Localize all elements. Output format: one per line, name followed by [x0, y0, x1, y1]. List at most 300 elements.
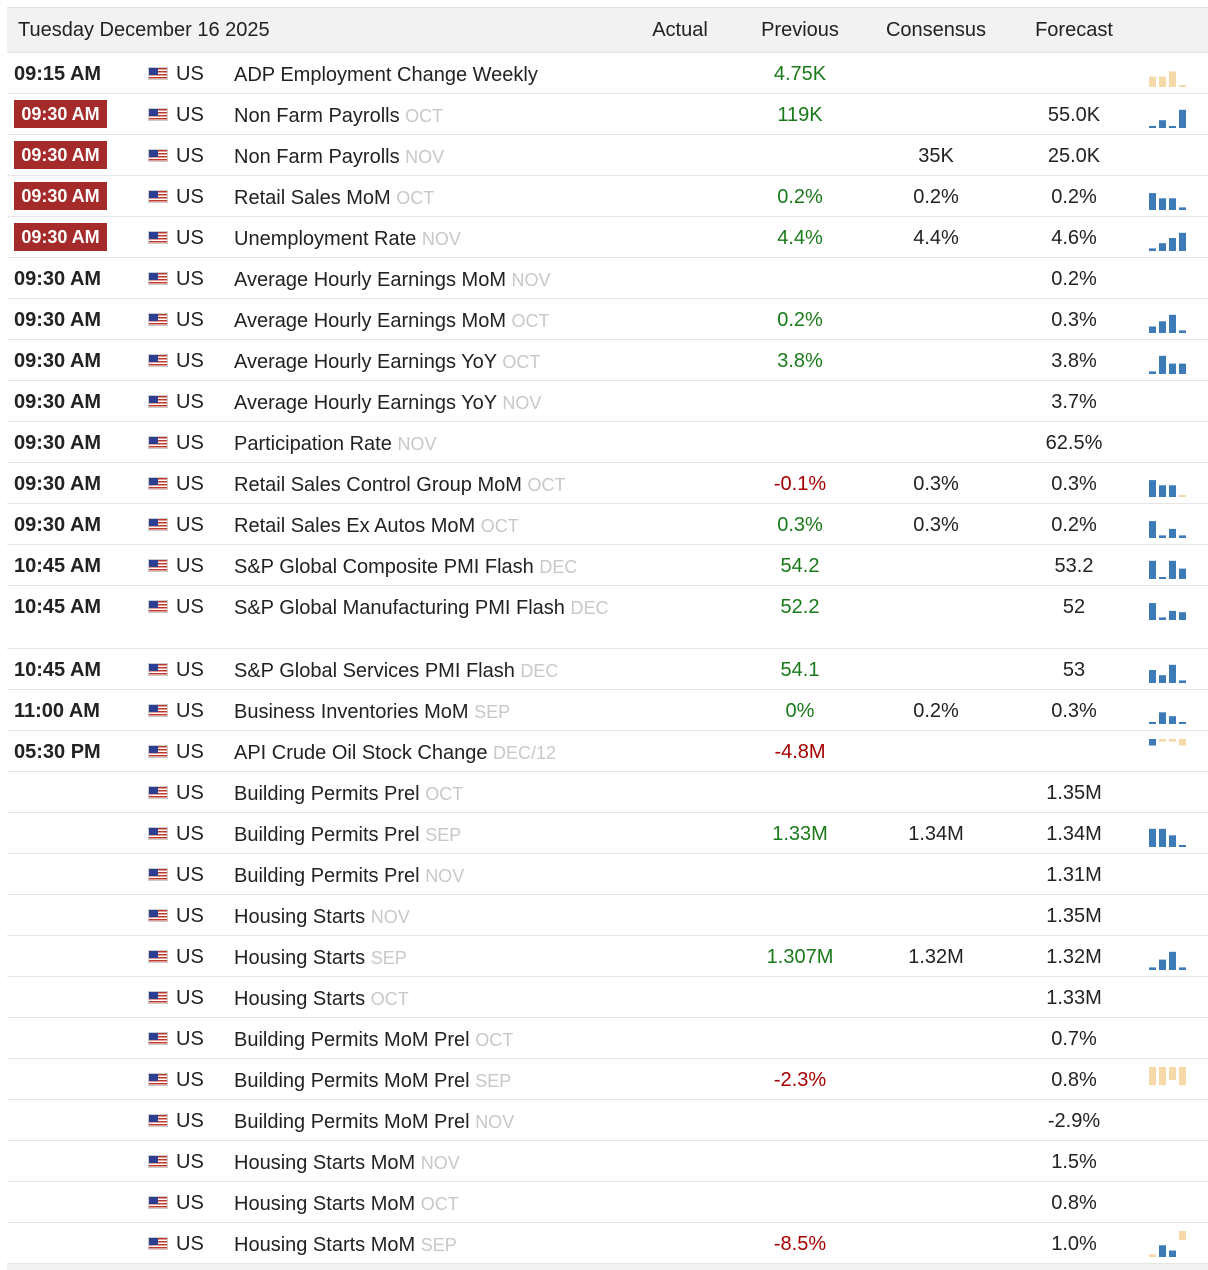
sparkline-bar: [1169, 315, 1176, 333]
sparkline-bar: [1159, 1245, 1166, 1257]
sparkline-bar: [1149, 1254, 1156, 1257]
sparkline-bar: [1159, 617, 1166, 620]
event-name: Building Permits MoM Prel: [234, 1029, 470, 1051]
event-name-link[interactable]: [234, 268, 614, 292]
sparkline-bar: [1169, 952, 1176, 970]
event-name-link[interactable]: [234, 741, 614, 765]
us-flag-icon: [148, 395, 168, 408]
event-country: US: [176, 659, 204, 681]
forecast-value: 52: [1062, 596, 1086, 618]
event-name: Non Farm Payrolls: [234, 146, 400, 168]
sparkline-bar: [1149, 521, 1156, 538]
event-country: US: [176, 1069, 204, 1091]
us-flag-icon: [148, 1196, 168, 1209]
history-sparkline[interactable]: [1147, 592, 1187, 620]
us-flag-icon: [148, 868, 168, 881]
sparkline-bar: [1159, 675, 1166, 683]
event-row[interactable]: [7, 545, 1208, 586]
event-reference-period: NOV: [370, 907, 410, 927]
event-name: Non Farm Payrolls: [234, 105, 400, 127]
sparkline-bar: [1169, 485, 1176, 497]
event-row[interactable]: [7, 1223, 1208, 1264]
forecast-value: 1.5%: [1051, 1151, 1097, 1173]
history-sparkline[interactable]: [1147, 737, 1187, 765]
sparkline-bar: [1169, 529, 1176, 538]
sparkline-bar: [1169, 364, 1176, 374]
event-reference-period: OCT: [527, 475, 566, 495]
event-time: 05:30 PM: [14, 741, 101, 763]
column-forecast[interactable]: Forecast: [1035, 19, 1113, 41]
event-name: Building Permits Prel: [234, 783, 420, 805]
event-time: 09:30 AM: [14, 141, 107, 169]
event-reference-period: SEP: [370, 948, 407, 968]
sparkline-bar: [1179, 569, 1186, 579]
sparkline-bar: [1169, 716, 1176, 724]
forecast-value: 53: [1062, 659, 1086, 681]
us-flag-icon: [148, 1237, 168, 1250]
event-row[interactable]: [7, 217, 1208, 258]
column-actual[interactable]: Actual: [652, 19, 708, 41]
sparkline-bar: [1149, 327, 1156, 334]
forecast-value: 0.2%: [1051, 514, 1097, 536]
sparkline-bar: [1169, 611, 1176, 620]
sparkline-bar: [1159, 485, 1166, 497]
us-flag-icon: [148, 518, 168, 531]
event-country: US: [176, 227, 204, 249]
sparkline-bar: [1179, 364, 1186, 374]
event-row[interactable]: [7, 1141, 1208, 1182]
event-reference-period: OCT: [396, 188, 435, 208]
event-name-link[interactable]: [234, 864, 614, 888]
event-reference-period: DEC/12: [493, 743, 557, 763]
event-reference-period: NOV: [511, 270, 551, 290]
event-reference-period: NOV: [421, 229, 461, 249]
us-flag-icon: [148, 704, 168, 717]
forecast-value: 4.6%: [1051, 227, 1097, 249]
sparkline-bar: [1159, 577, 1166, 579]
event-row[interactable]: [7, 381, 1208, 422]
event-reference-period: SEP: [474, 702, 511, 722]
forecast-value: 3.8%: [1051, 350, 1097, 372]
previous-value: -8.5%: [773, 1233, 827, 1255]
previous-value: 0.2%: [777, 309, 823, 331]
event-name: Housing Starts MoM: [234, 1234, 416, 1256]
event-country: US: [176, 350, 204, 372]
event-name: Building Permits MoM Prel: [234, 1070, 470, 1092]
previous-value: 4.4%: [777, 227, 823, 249]
consensus-value: 1.32M: [908, 946, 964, 968]
us-flag-icon: [148, 745, 168, 758]
sparkline-bar: [1159, 1067, 1166, 1085]
event-name-link[interactable]: [234, 555, 614, 579]
us-flag-icon: [148, 477, 168, 490]
event-reference-period: NOV: [397, 434, 437, 454]
event-time: 09:30 AM: [14, 391, 102, 413]
sparkline-bar: [1149, 77, 1156, 87]
event-name-link[interactable]: [234, 782, 614, 806]
event-country: US: [176, 782, 204, 804]
event-name-link[interactable]: [234, 63, 614, 87]
previous-value: 54.1: [780, 659, 820, 681]
sparkline-bar: [1149, 603, 1156, 620]
sparkline-bar: [1179, 233, 1186, 251]
event-country: US: [176, 1233, 204, 1255]
sparkline-bar: [1159, 77, 1166, 87]
history-sparkline[interactable]: [1147, 469, 1187, 497]
event-row[interactable]: [7, 772, 1208, 813]
event-name: Housing Starts MoM: [234, 1193, 416, 1215]
event-name-link[interactable]: [234, 473, 614, 497]
forecast-value: 1.0%: [1051, 1233, 1097, 1255]
previous-value: 0.3%: [777, 514, 823, 536]
consensus-value: 0.3%: [913, 473, 959, 495]
sparkline-bar: [1149, 739, 1156, 746]
event-country: US: [176, 145, 204, 167]
sparkline-bar: [1169, 198, 1176, 210]
history-sparkline[interactable]: [1147, 305, 1187, 333]
event-name: S&P Global Manufacturing PMI Flash: [234, 597, 565, 619]
event-row[interactable]: [7, 258, 1208, 299]
event-row[interactable]: [7, 895, 1208, 936]
sparkline-bar: [1169, 561, 1176, 579]
sparkline-bar: [1159, 712, 1166, 724]
sparkline-bar: [1179, 535, 1186, 538]
event-name-link[interactable]: [234, 391, 614, 415]
event-reference-period: NOV: [502, 393, 542, 413]
sparkline-bar: [1179, 1231, 1186, 1240]
sparkline-bar: [1179, 330, 1186, 333]
us-flag-icon: [148, 909, 168, 922]
event-country: US: [176, 1192, 204, 1214]
sparkline-bar: [1149, 829, 1156, 847]
us-flag-icon: [148, 827, 168, 840]
sparkline-bar: [1169, 1251, 1176, 1258]
event-reference-period: OCT: [502, 352, 541, 372]
us-flag-icon: [148, 436, 168, 449]
history-sparkline[interactable]: [1147, 696, 1187, 724]
event-reference-period: SEP: [425, 825, 462, 845]
event-name-link[interactable]: [234, 1151, 614, 1175]
history-sparkline[interactable]: [1147, 942, 1187, 970]
sparkline-bar: [1149, 561, 1156, 579]
forecast-value: 1.32M: [1046, 946, 1102, 968]
event-row[interactable]: [7, 1100, 1208, 1141]
event-name-link[interactable]: [234, 432, 614, 456]
event-row[interactable]: [7, 1018, 1208, 1059]
event-reference-period: DEC: [570, 598, 609, 618]
event-name: Average Hourly Earnings YoY: [234, 351, 497, 373]
event-country: US: [176, 596, 204, 618]
event-reference-period: DEC: [539, 557, 578, 577]
sparkline-bar: [1169, 238, 1176, 251]
event-country: US: [176, 823, 204, 845]
event-name-link[interactable]: [234, 350, 614, 374]
forecast-value: 0.8%: [1051, 1069, 1097, 1091]
sparkline-bar: [1159, 243, 1166, 251]
forecast-value: -2.9%: [1047, 1110, 1101, 1132]
event-country: US: [176, 432, 204, 454]
event-name-link[interactable]: [234, 1028, 614, 1052]
event-name-link[interactable]: [234, 309, 614, 333]
event-row[interactable]: [7, 854, 1208, 895]
previous-value: 0.2%: [777, 186, 823, 208]
event-list: [7, 53, 1208, 1264]
event-reference-period: OCT: [405, 106, 444, 126]
event-country: US: [176, 555, 204, 577]
event-row[interactable]: [7, 1059, 1208, 1100]
sparkline-bar: [1179, 85, 1186, 87]
event-name: Retail Sales Ex Autos MoM: [234, 515, 476, 537]
sparkline-bar: [1149, 670, 1156, 683]
us-flag-icon: [148, 600, 168, 613]
forecast-value: 0.2%: [1051, 268, 1097, 290]
sparkline-bar: [1149, 371, 1156, 374]
event-reference-period: SEP: [420, 1235, 457, 1255]
previous-value: 54.2: [780, 555, 820, 577]
event-country: US: [176, 700, 204, 722]
forecast-value: 1.35M: [1046, 782, 1102, 804]
event-reference-period: NOV: [405, 147, 445, 167]
sparkline-bar: [1169, 739, 1176, 742]
sparkline-bar: [1159, 120, 1166, 128]
event-country: US: [176, 1151, 204, 1173]
forecast-value: 3.7%: [1051, 391, 1097, 413]
event-name-link[interactable]: [234, 596, 614, 620]
forecast-value: 1.35M: [1046, 905, 1102, 927]
history-sparkline[interactable]: [1147, 1065, 1187, 1093]
calendar-date: Tuesday December 16 2025: [18, 19, 270, 41]
event-row[interactable]: [7, 53, 1208, 94]
previous-value: 3.8%: [777, 350, 823, 372]
event-name-link[interactable]: [234, 145, 614, 169]
event-name-link[interactable]: [234, 987, 614, 1011]
history-sparkline[interactable]: [1147, 551, 1187, 579]
event-name: Retail Sales Control Group MoM: [234, 474, 522, 496]
forecast-value: 62.5%: [1045, 432, 1103, 454]
us-flag-icon: [148, 1155, 168, 1168]
event-country: US: [176, 987, 204, 1009]
sparkline-bar: [1169, 1067, 1176, 1080]
history-sparkline[interactable]: [1147, 100, 1187, 128]
event-country: US: [176, 309, 204, 331]
us-flag-icon: [148, 559, 168, 572]
sparkline-bar: [1149, 480, 1156, 497]
event-row[interactable]: [7, 176, 1208, 217]
us-flag-icon: [148, 663, 168, 676]
event-name: ADP Employment Change Weekly: [234, 64, 538, 86]
event-reference-period: OCT: [480, 516, 519, 536]
event-country: US: [176, 514, 204, 536]
us-flag-icon: [148, 313, 168, 326]
previous-value: 1.33M: [772, 823, 828, 845]
event-country: US: [176, 741, 204, 763]
forecast-value: 0.2%: [1051, 186, 1097, 208]
event-name-link[interactable]: [234, 104, 614, 128]
event-row[interactable]: [7, 977, 1208, 1018]
event-name: Average Hourly Earnings MoM: [234, 269, 506, 291]
consensus-value: 1.34M: [908, 823, 964, 845]
sparkline-bar: [1159, 739, 1166, 742]
event-row[interactable]: [7, 135, 1208, 176]
previous-value: -4.8M: [774, 741, 826, 763]
forecast-value: 0.7%: [1051, 1028, 1097, 1050]
event-row[interactable]: [7, 340, 1208, 381]
event-reference-period: OCT: [370, 989, 409, 1009]
event-row[interactable]: [7, 463, 1208, 504]
forecast-value: 55.0K: [1047, 104, 1101, 126]
us-flag-icon: [148, 1114, 168, 1127]
event-country: US: [176, 104, 204, 126]
event-row[interactable]: [7, 586, 1208, 649]
event-name: Housing Starts: [234, 988, 366, 1010]
history-sparkline[interactable]: [1147, 1229, 1187, 1257]
event-name: Building Permits Prel: [234, 865, 420, 887]
event-country: US: [176, 905, 204, 927]
event-country: US: [176, 946, 204, 968]
history-sparkline[interactable]: [1147, 655, 1187, 683]
sparkline-bar: [1159, 535, 1166, 538]
event-country: US: [176, 63, 204, 85]
event-name-link[interactable]: [234, 186, 614, 210]
history-sparkline[interactable]: [1147, 59, 1187, 87]
event-name: API Crude Oil Stock Change: [234, 742, 488, 764]
event-name: Building Permits MoM Prel: [234, 1111, 470, 1133]
event-name-link[interactable]: [234, 1233, 614, 1257]
event-name-link[interactable]: [234, 905, 614, 929]
event-name-link[interactable]: [234, 700, 614, 724]
event-reference-period: SEP: [475, 1071, 512, 1091]
sparkline-bar: [1179, 722, 1186, 724]
event-reference-period: NOV: [425, 866, 465, 886]
forecast-value: 0.3%: [1051, 700, 1097, 722]
event-row[interactable]: [7, 504, 1208, 545]
column-previous[interactable]: Previous: [761, 19, 839, 41]
sparkline-bar: [1169, 835, 1176, 847]
event-name: Building Permits Prel: [234, 824, 420, 846]
event-name: Housing Starts MoM: [234, 1152, 416, 1174]
economic-calendar: [7, 7, 1208, 1270]
forecast-value: 1.31M: [1046, 864, 1102, 886]
event-time: 09:30 AM: [14, 182, 107, 210]
us-flag-icon: [148, 354, 168, 367]
forecast-value: 0.8%: [1051, 1192, 1097, 1214]
forecast-value: 1.33M: [1046, 987, 1102, 1009]
sparkline-bar: [1159, 829, 1166, 847]
event-name: Retail Sales MoM: [234, 187, 391, 209]
event-reference-period: OCT: [475, 1030, 514, 1050]
event-name: Business Inventories MoM: [234, 701, 469, 723]
us-flag-icon: [148, 231, 168, 244]
event-name: Average Hourly Earnings YoY: [234, 392, 497, 414]
history-sparkline[interactable]: [1147, 819, 1187, 847]
event-time: 09:15 AM: [14, 63, 102, 85]
event-country: US: [176, 268, 204, 290]
consensus-value: 0.2%: [913, 186, 959, 208]
event-name-link[interactable]: [234, 227, 614, 251]
sparkline-bar: [1149, 1067, 1156, 1085]
event-time: 10:45 AM: [14, 596, 102, 618]
event-name-link[interactable]: [234, 946, 614, 970]
event-reference-period: NOV: [475, 1112, 515, 1132]
previous-value: 119K: [777, 104, 823, 126]
sparkline-bar: [1159, 321, 1166, 333]
event-row[interactable]: [7, 94, 1208, 135]
event-name-link[interactable]: [234, 1069, 614, 1093]
event-row[interactable]: [7, 299, 1208, 340]
previous-value: 52.2: [780, 596, 820, 618]
history-sparkline[interactable]: [1147, 510, 1187, 538]
event-time: 09:30 AM: [14, 100, 107, 128]
event-row[interactable]: [7, 813, 1208, 854]
event-row[interactable]: [7, 690, 1208, 731]
previous-value: 1.307M: [766, 946, 834, 968]
previous-value: -0.1%: [773, 473, 827, 495]
event-reference-period: OCT: [511, 311, 550, 331]
event-row[interactable]: [7, 936, 1208, 977]
sparkline-bar: [1149, 193, 1156, 210]
history-sparkline[interactable]: [1147, 223, 1187, 251]
event-name-link[interactable]: [234, 1110, 614, 1134]
event-row[interactable]: [7, 1182, 1208, 1223]
sparkline-bar: [1169, 665, 1176, 683]
event-country: US: [176, 186, 204, 208]
sparkline-bar: [1179, 495, 1186, 497]
sparkline-bar: [1149, 722, 1156, 724]
event-row[interactable]: [7, 649, 1208, 690]
sparkline-bar: [1149, 126, 1156, 128]
sparkline-bar: [1179, 207, 1186, 210]
us-flag-icon: [148, 67, 168, 80]
event-name: Unemployment Rate: [234, 228, 417, 250]
event-country: US: [176, 391, 204, 413]
event-reference-period: OCT: [425, 784, 464, 804]
previous-value: 4.75K: [773, 63, 827, 85]
forecast-value: 1.34M: [1046, 823, 1102, 845]
event-time: 10:45 AM: [14, 555, 102, 577]
event-time: 11:00 AM: [14, 700, 100, 722]
event-name-link[interactable]: [234, 514, 614, 538]
us-flag-icon: [148, 149, 168, 162]
us-flag-icon: [148, 190, 168, 203]
history-sparkline[interactable]: [1147, 182, 1187, 210]
previous-value: 0%: [785, 700, 815, 722]
sparkline-bar: [1179, 110, 1186, 128]
event-row[interactable]: [7, 731, 1208, 772]
event-name: Housing Starts: [234, 947, 366, 969]
event-time: 09:30 AM: [14, 514, 102, 536]
consensus-value: 0.2%: [913, 700, 959, 722]
calendar-header: [7, 7, 1208, 53]
column-consensus[interactable]: Consensus: [885, 19, 987, 41]
event-name-link[interactable]: [234, 823, 614, 847]
event-name-link[interactable]: [234, 1192, 614, 1216]
event-reference-period: DEC: [520, 661, 559, 681]
sparkline-bar: [1179, 680, 1186, 683]
sparkline-bar: [1159, 198, 1166, 210]
event-row[interactable]: [7, 422, 1208, 463]
event-country: US: [176, 473, 204, 495]
event-name-link[interactable]: [234, 659, 614, 683]
event-reference-period: NOV: [420, 1153, 460, 1173]
sparkline-bar: [1159, 356, 1166, 374]
event-name: Average Hourly Earnings MoM: [234, 310, 506, 332]
sparkline-bar: [1179, 1067, 1186, 1085]
forecast-value: 0.3%: [1051, 473, 1097, 495]
history-sparkline[interactable]: [1147, 346, 1187, 374]
us-flag-icon: [148, 950, 168, 963]
sparkline-bar: [1159, 960, 1166, 970]
sparkline-bar: [1149, 248, 1156, 251]
